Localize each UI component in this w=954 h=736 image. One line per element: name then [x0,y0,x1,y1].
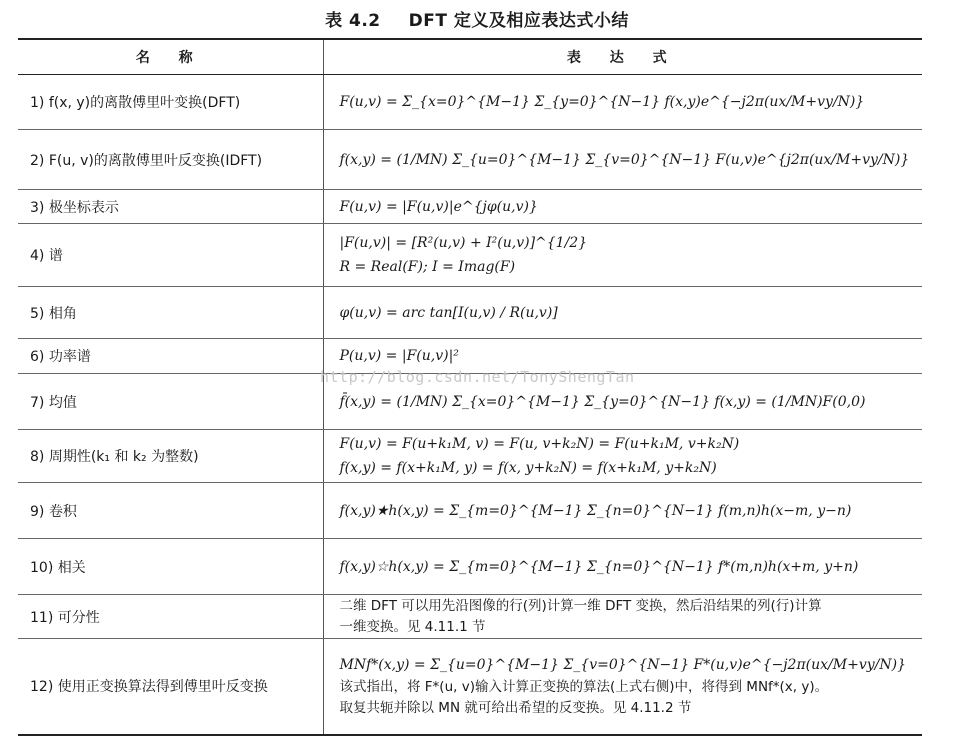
row-expression [323,287,922,339]
row-expression [323,224,922,287]
formula-line: F(u,v) = |F(u,v)|e^{jφ(u,v)} [339,198,538,215]
table-row [18,639,922,735]
formula-line: f(x,y) = f(x+k₁M, y) = f(x, y+k₂N) = f(x+k₁M, y+k₂N) [339,460,717,476]
row-expression [323,430,922,483]
formula-line: F(u,v) = F(u+k₁M, v) = F(u, v+k₂N) = F(u+k₁M, v+k₂N) [339,436,740,452]
watermark-text: http://blog.csdn.net/TonyShengTan [320,368,635,386]
formula-line: f(x,y)★h(x,y) = Σ_{m=0}^{M−1} Σ_{n=0}^{N−1} f(m,n)h(x−m, y−n) [339,502,852,519]
formula-line: F(u,v) = Σ_{x=0}^{M−1} Σ_{y=0}^{N−1} f(x,y)e^{−j2π(ux/M+vy/N)} [339,94,865,110]
header-row [18,39,922,75]
table-caption: DFT 定义及相应表达式小结 [408,11,629,31]
row-name: 1) f(x, y)的离散傅里叶变换(DFT) [18,75,323,130]
text-line: 取复共轭并除以 MN 就可给出希望的反变换。见 4.11.2 节 [339,700,692,717]
table-title [0,6,954,31]
row-expression [323,130,922,190]
row-name: 3) 极坐标表示 [18,190,323,224]
text-line: 一维变换。见 4.11.1 节 [339,618,486,635]
table-row [18,75,922,130]
row-name: 2) F(u, v)的离散傅里叶反变换(IDFT) [18,130,323,190]
row-name: 6) 功率谱 [18,339,323,374]
row-name: 12) 使用正变换算法得到傅里叶反变换 [18,639,323,735]
formula-line: R = Real(F); I = Imag(F) [339,259,516,275]
row-expression [323,190,922,224]
table-row [18,430,922,483]
row-name: 9) 卷积 [18,483,323,539]
formula-line: f(x,y)☆h(x,y) = Σ_{m=0}^{M−1} Σ_{n=0}^{N−1} f*(m,n)h(x+m, y+n) [339,558,859,575]
row-name: 8) 周期性(k₁ 和 k₂ 为整数) [18,430,323,483]
formula-line: MNf*(x,y) = Σ_{u=0}^{M−1} Σ_{v=0}^{N−1} F*(u,v)e^{−j2π(ux/M+vy/N)} [339,657,906,674]
formula-line: |F(u,v)| = [R²(u,v) + I²(u,v)]^{1/2} [339,235,588,251]
row-expression [323,483,922,539]
row-expression [323,539,922,595]
formula-line: f̄(x,y) = (1/MN) Σ_{x=0}^{M−1} Σ_{y=0}^{N−1} f(x,y) = (1/MN)F(0,0) [339,393,866,410]
row-name: 4) 谱 [18,224,323,287]
row-name: 7) 均值 [18,374,323,430]
dft-summary-table [18,38,922,736]
row-name: 5) 相角 [18,287,323,339]
table-row [18,224,922,287]
row-expression [323,595,922,639]
row-expression [323,639,922,735]
formula-line: P(u,v) = |F(u,v)|² [339,348,459,364]
table-row [18,287,922,339]
text-line: 该式指出，将 F*(u, v)输入计算正变换的算法(上式右侧)中，将得到 MNf*(x, y)。 [339,679,829,696]
table-number: 表 4.2 [325,11,381,31]
table-row [18,595,922,639]
formula-line: φ(u,v) = arc tan[I(u,v) / R(u,v)] [339,304,558,321]
table-row [18,130,922,190]
header-expression: 表 达 式 [323,39,922,75]
table-row [18,190,922,224]
row-name: 10) 相关 [18,539,323,595]
row-expression [323,75,922,130]
table-row [18,539,922,595]
text-line: 二维 DFT 可以用先沿图像的行(列)计算一维 DFT 变换，然后沿结果的列(行)计算 [339,597,822,614]
table-row [18,483,922,539]
formula-line: f(x,y) = (1/MN) Σ_{u=0}^{M−1} Σ_{v=0}^{N−1} F(u,v)e^{j2π(ux/M+vy/N)} [339,151,910,168]
header-name: 名 称 [18,39,323,75]
row-name: 11) 可分性 [18,595,323,639]
